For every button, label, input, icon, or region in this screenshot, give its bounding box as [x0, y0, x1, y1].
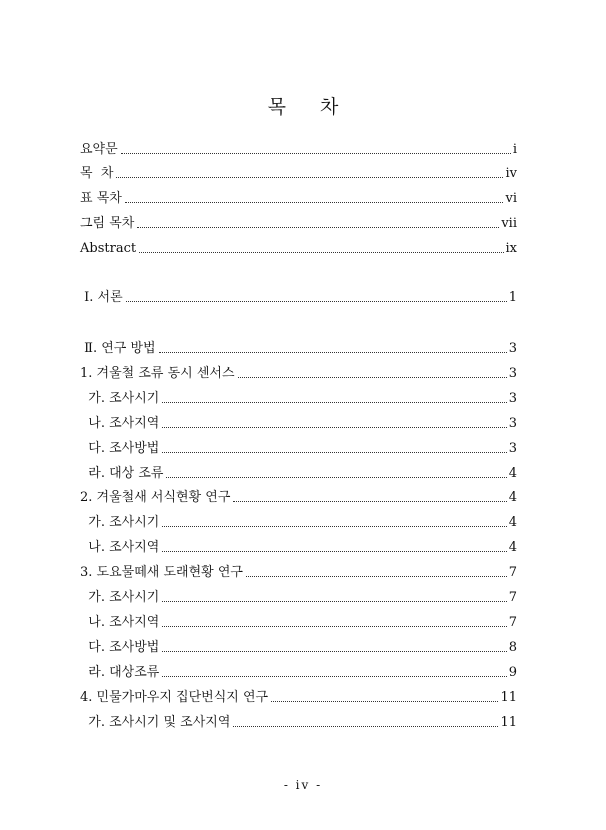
toc-entry-label: 그림 목차: [80, 216, 135, 231]
toc-entry-label: 나. 조사지역: [80, 540, 160, 555]
toc-entry-page: 3: [508, 366, 517, 381]
toc-entry: [80, 688, 517, 708]
toc-dot-leader: [162, 426, 506, 428]
toc-entry: [80, 364, 517, 384]
toc-entry: [80, 588, 517, 608]
toc-dot-leader: [162, 401, 506, 403]
toc-entry-label: 다. 조사방법: [80, 640, 160, 655]
toc-entry-page: i: [512, 142, 517, 157]
toc-entry: [80, 389, 517, 409]
toc-entry: [80, 339, 517, 359]
toc-entry-page: vii: [501, 216, 517, 231]
toc-entry: [80, 563, 517, 583]
toc-entry-label: 4. 민물가마우지 집단번식지 연구: [80, 690, 269, 705]
toc-entry-label: 가. 조사시기: [80, 515, 160, 530]
toc-entry-page: 8: [508, 640, 517, 655]
toc-entry-label: 나. 조사지역: [80, 416, 160, 431]
toc-entry: [80, 613, 517, 633]
toc-entry: [80, 488, 517, 508]
toc-dot-leader: [125, 201, 504, 203]
toc-entry-label: 3. 도요물떼새 도래현황 연구: [80, 565, 243, 580]
toc-entry-page: 4: [508, 515, 517, 530]
toc-entry-label: 목 차: [80, 166, 114, 181]
toc-entry-label: 다. 조사방법: [80, 441, 160, 456]
toc-entry: [80, 638, 517, 658]
toc-entry: [80, 164, 517, 184]
toc-entry-label: 가. 조사시기 및 조사지역: [80, 715, 231, 730]
toc-dot-leader: [162, 451, 506, 453]
toc-dot-leader: [162, 525, 506, 527]
toc-entry-page: ix: [505, 241, 517, 256]
toc-entry: [80, 663, 517, 683]
toc-entry-page: 9: [508, 665, 517, 680]
toc-entry-page: 4: [508, 490, 517, 505]
toc-entry: [80, 189, 517, 209]
toc-entry-label: Ⅰ. 서론: [80, 290, 123, 305]
page-title: 목 차: [267, 96, 353, 118]
toc-entry-label: 라. 대상조류: [80, 665, 160, 680]
toc-entry: [80, 464, 517, 484]
toc-entry: [80, 414, 517, 434]
toc-entry-label: 2. 겨울철새 서식현황 연구: [80, 490, 231, 505]
toc-dot-leader: [126, 300, 507, 302]
toc-entry-label: Abstract: [80, 241, 137, 256]
toc-entry-page: vi: [505, 191, 517, 206]
toc-dot-leader: [166, 476, 506, 478]
toc-entry-label: 표 목차: [80, 191, 122, 206]
toc-dot-leader: [162, 550, 506, 552]
toc-entry-page: 3: [508, 441, 517, 456]
toc-dot-leader: [159, 351, 507, 353]
toc-entry-page: 7: [508, 590, 517, 605]
toc-entry: [80, 538, 517, 558]
toc-entry-page: 7: [508, 565, 517, 580]
toc-entry-label: 요약문: [80, 142, 118, 157]
toc-entry: [80, 513, 517, 533]
toc-dot-leader: [271, 700, 498, 702]
toc-entry-page: iv: [505, 166, 517, 181]
toc-entry-label: 가. 조사시기: [80, 590, 160, 605]
toc-dot-leader: [233, 500, 506, 502]
toc-dot-leader: [162, 600, 506, 602]
toc-entry-label: Ⅱ. 연구 방법: [80, 341, 156, 356]
toc-dot-leader: [233, 725, 498, 727]
toc-entry-page: 4: [508, 466, 517, 481]
toc-entry-page: 3: [508, 391, 517, 406]
toc-entry-label: 라. 대상 조류: [80, 466, 164, 481]
toc-entry: [80, 140, 517, 160]
toc-dot-leader: [116, 176, 503, 178]
toc-dot-leader: [137, 226, 499, 228]
toc-entry-page: 3: [508, 416, 517, 431]
toc-dot-leader: [238, 376, 507, 378]
page-number-footer: - iv -: [283, 778, 323, 792]
toc-entry-page: 3: [508, 341, 517, 356]
toc-dot-leader: [246, 575, 507, 577]
toc-entry: [80, 713, 517, 733]
toc-dot-leader: [162, 650, 506, 652]
toc-entry-page: 1: [508, 290, 517, 305]
toc-dot-leader: [162, 675, 506, 677]
toc-entry-label: 나. 조사지역: [80, 615, 160, 630]
toc-entry: [80, 288, 517, 308]
toc-entry-page: 11: [500, 690, 517, 705]
toc-entry: [80, 239, 517, 259]
toc-entry-label: 가. 조사시기: [80, 391, 160, 406]
toc-entry-label: 1. 겨울철 조류 동시 센서스: [80, 366, 235, 381]
toc-entry: [80, 214, 517, 234]
toc-dot-leader: [139, 251, 503, 253]
toc-entry-page: 4: [508, 540, 517, 555]
toc-entry-page: 11: [500, 715, 517, 730]
toc-entry-page: 7: [508, 615, 517, 630]
toc-dot-leader: [162, 625, 506, 627]
toc-dot-leader: [121, 152, 511, 154]
toc-entry: [80, 439, 517, 459]
